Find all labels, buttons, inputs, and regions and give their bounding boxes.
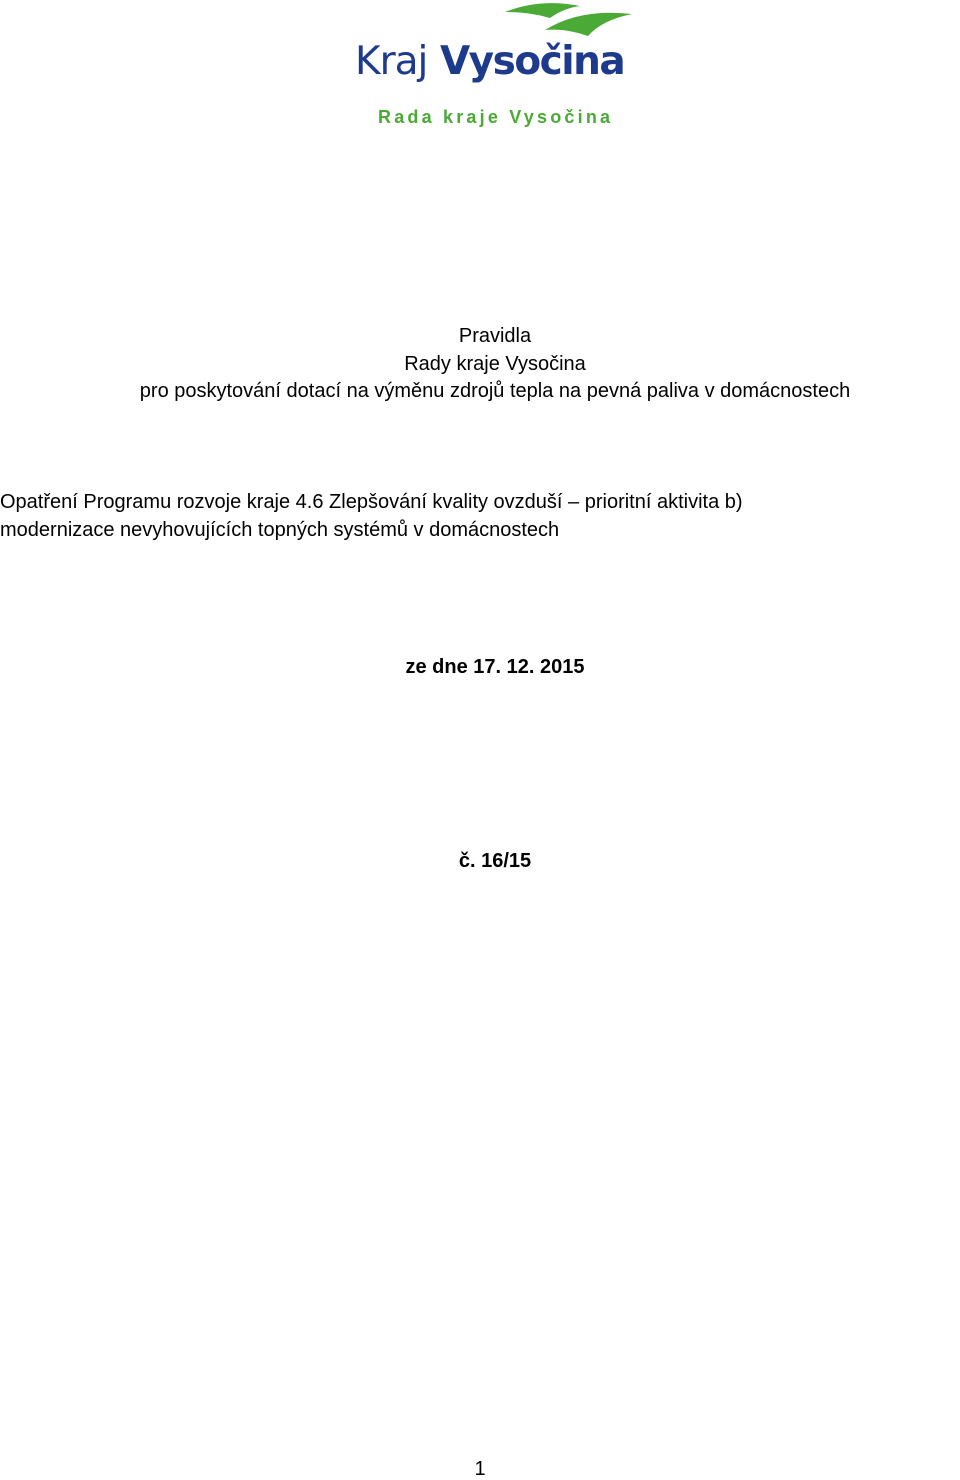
title-line-3: pro poskytování dotací na výměnu zdrojů tepla na pevná paliva v domácnostech: [139, 380, 851, 402]
measure-line-2: modernizace nevyhovujících topných systémů v domácnostech: [0, 519, 560, 541]
title-line-1: Pravidla: [458, 325, 532, 347]
logo-kraj-text: Kraj: [355, 39, 428, 84]
page-number: 1: [474, 1458, 486, 1480]
logo-tagline: Rada kraje Vysočina: [378, 107, 614, 127]
logo-vysocina-text: Vysočina: [440, 39, 625, 84]
measure-line-1: Opatření Programu rozvoje kraje 4.6 Zlepšování kvality ovzduší – prioritní aktivita b): [0, 491, 743, 513]
resolution-number: č. 16/15: [458, 850, 532, 872]
title-line-2: Rady kraje Vysočina: [404, 353, 586, 375]
kraj-vysocina-logo: [340, 0, 650, 135]
date-line: ze dne 17. 12. 2015: [405, 656, 585, 678]
